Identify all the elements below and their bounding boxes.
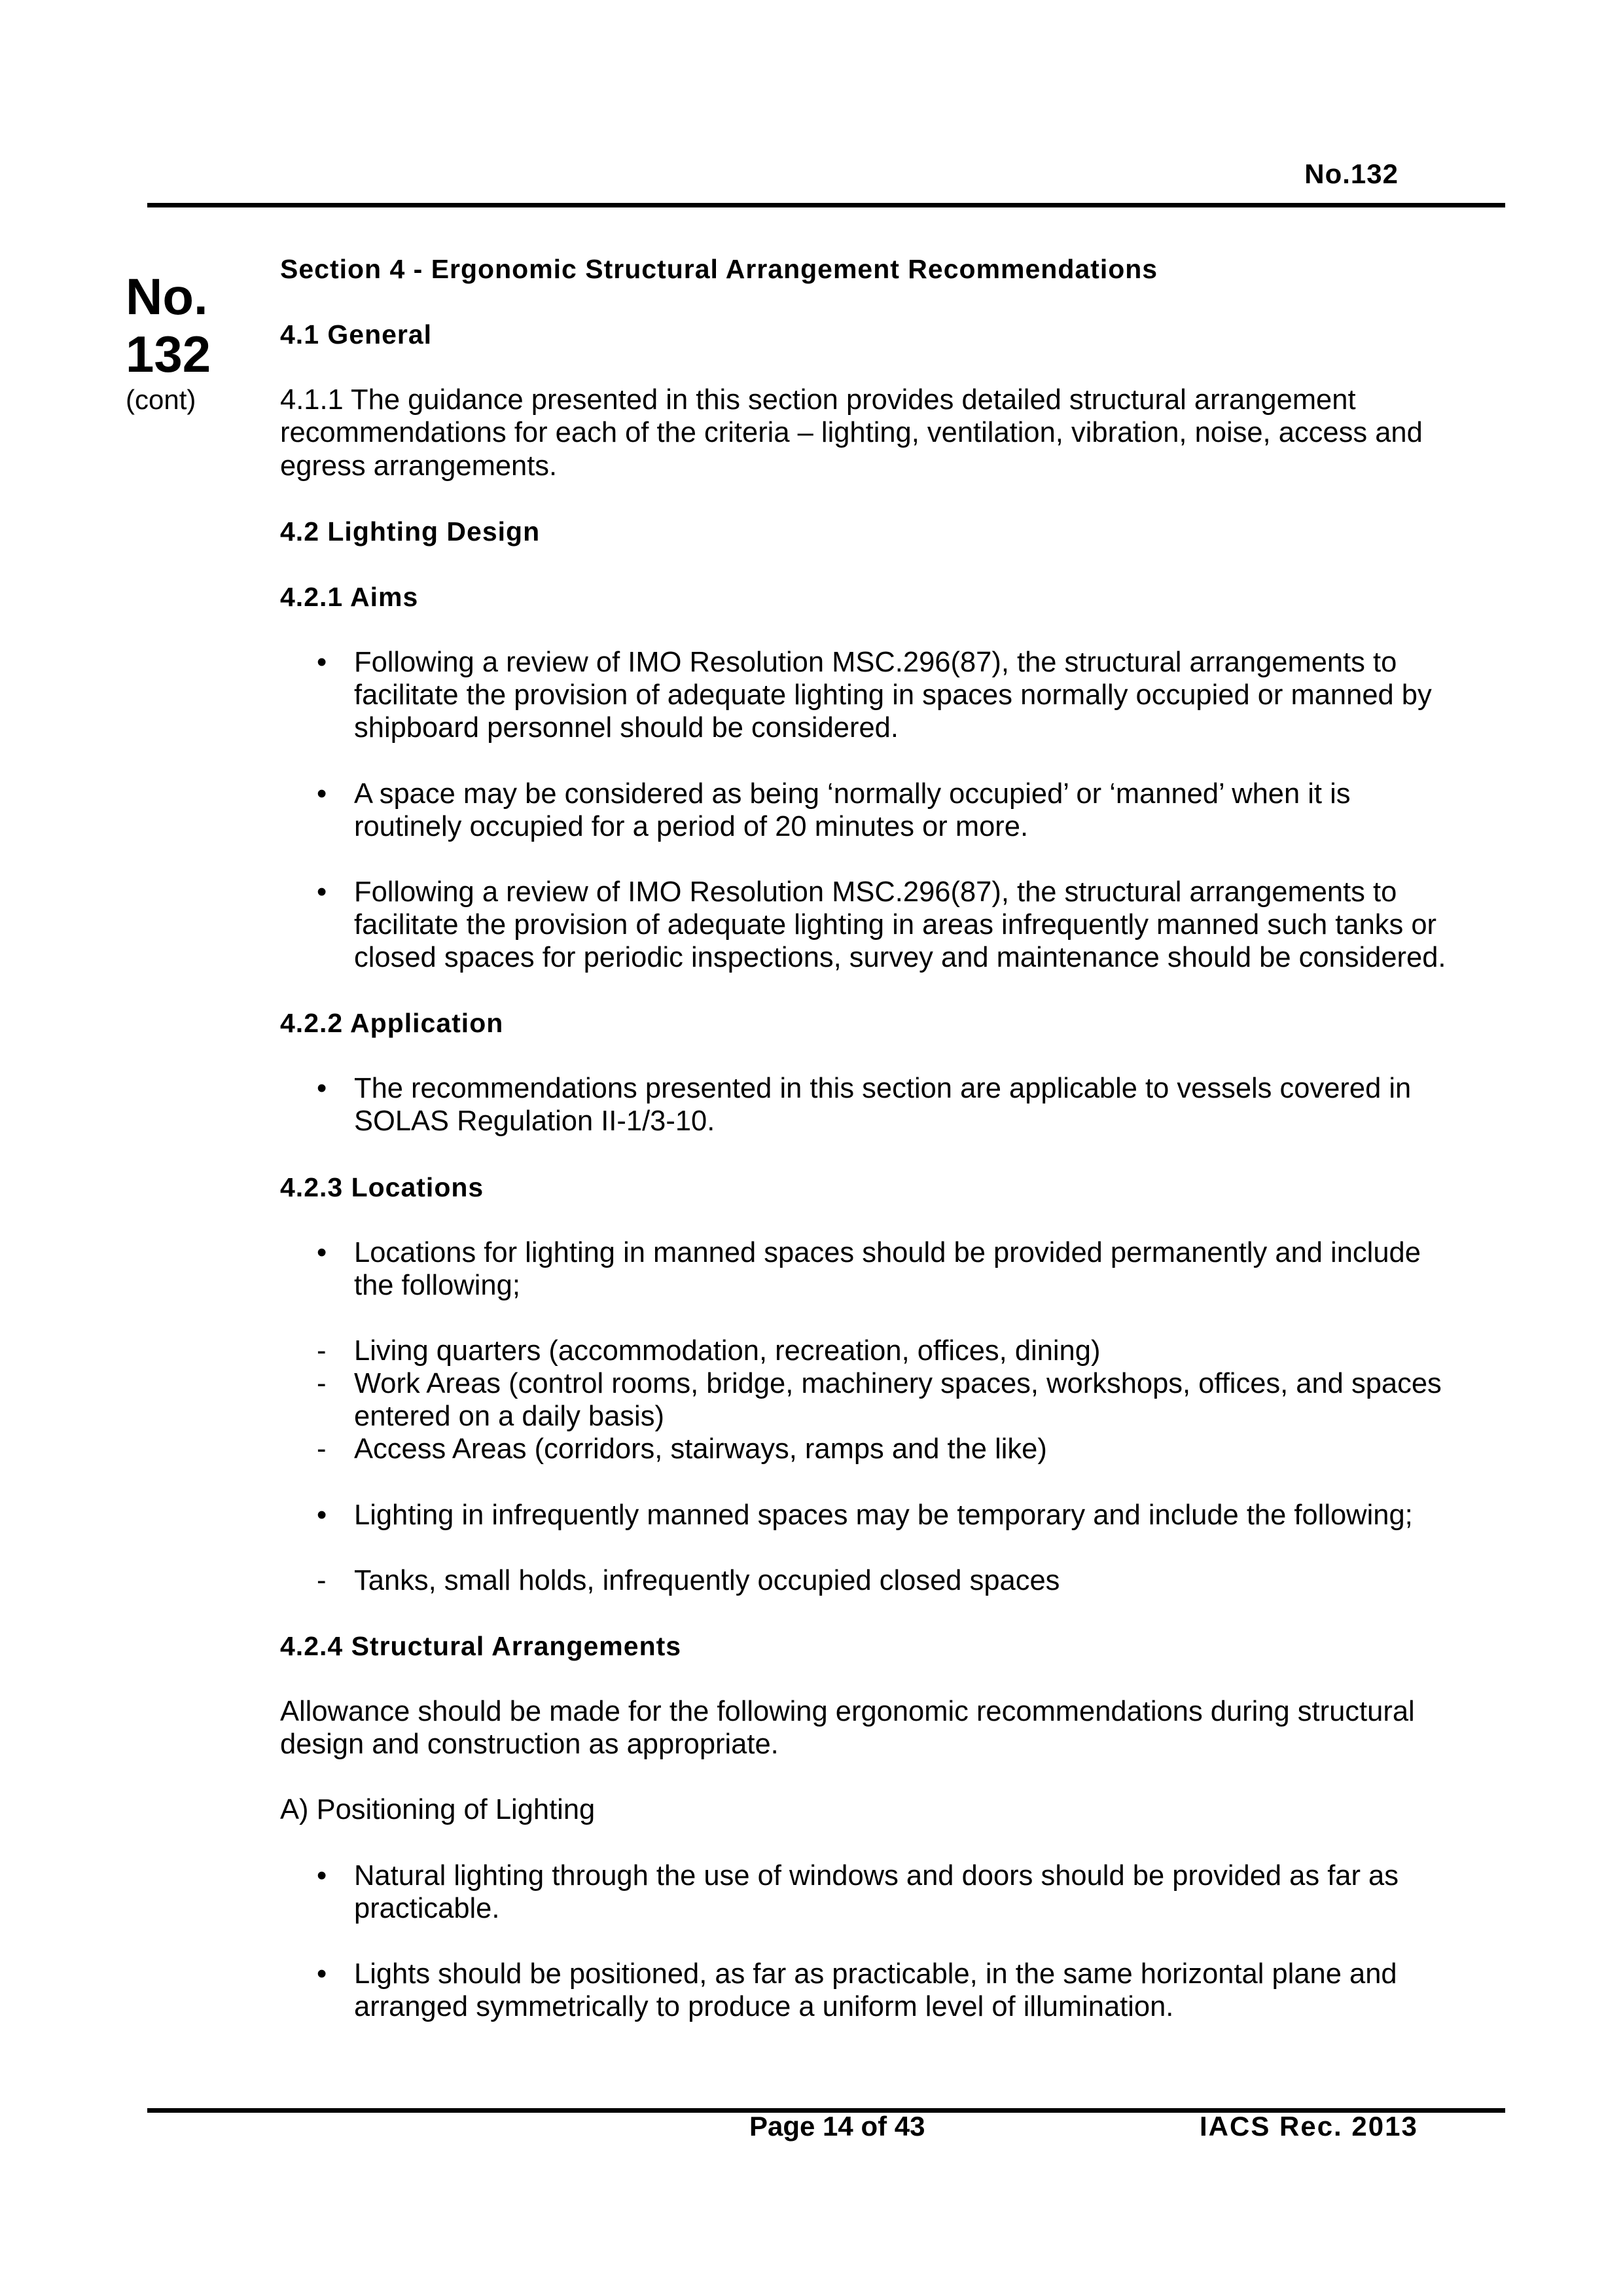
header-doc-number: No.132 (1304, 158, 1399, 189)
margin-label-number: 132 (126, 325, 211, 383)
bullet-text: The recommendations presented in this section are applicable to vessels covered in SOLAS Regulation II-1/3-10. (354, 1073, 1412, 1138)
bullet-text: Natural lighting through the use of windows and doors should be provided as far as practicable. (354, 1859, 1399, 1924)
dash-item (280, 1335, 1504, 1367)
dash-text: Work Areas (control rooms, bridge, machinery spaces, workshops, offices, and spaces entered on a daily basis) (354, 1368, 1442, 1433)
heading-4-2-1: 4.2.1 Aims (280, 581, 419, 612)
dash-marker: - (317, 1564, 327, 1596)
paragraph-4-1-1: 4.1.1 The guidance presented in this section provides detailed structural arrangement recommendations for each of the criteria – lighting, ventilation, vibration, noise, access and egress arrangements. (280, 384, 1423, 482)
bullet-text: Following a review of IMO Resolution MSC.296(87), the structural arrangements to facilitate the provision of adequate lighting in spaces normally occupied or manned by shipboard personnel should be considered. (354, 647, 1432, 744)
margin-label-cont: (cont) (126, 384, 196, 415)
bullet-marker: • (317, 1499, 327, 1531)
bullet-item (280, 1859, 1504, 1925)
bullet-item (280, 1072, 1504, 1138)
margin-label-no: No. (126, 268, 208, 325)
bullet-marker: • (317, 1236, 327, 1268)
bullet-item (280, 646, 1504, 744)
bullet-item (280, 778, 1504, 843)
subheading-positioning-of-lighting: A) Positioning of Lighting (280, 1794, 596, 1826)
dash-marker: - (317, 1368, 327, 1400)
heading-4-2: 4.2 Lighting Design (280, 516, 541, 547)
heading-4-2-4: 4.2.4 Structural Arrangements (280, 1630, 682, 1661)
dash-item (280, 1564, 1504, 1597)
header-rule (147, 203, 1505, 207)
bullet-marker: • (317, 1859, 327, 1892)
margin-label (126, 268, 211, 383)
dash-marker: - (317, 1433, 327, 1465)
paragraph-4-2-4: Allowance should be made for the following ergonomic recommendations during structural design and construction as appropriate. (280, 1696, 1415, 1761)
dash-item (280, 1433, 1504, 1465)
bullet-item (280, 1236, 1504, 1302)
heading-4-2-2: 4.2.2 Application (280, 1008, 504, 1039)
bullet-marker: • (317, 876, 327, 908)
section-title: Section 4 - Ergonomic Structural Arrangement Recommendations (280, 254, 1158, 284)
bullet-marker: • (317, 647, 327, 679)
bullet-marker: • (317, 1073, 327, 1105)
dash-marker: - (317, 1335, 327, 1367)
bullet-text: Locations for lighting in manned spaces should be provided permanently and include the following; (354, 1236, 1421, 1301)
bullet-marker: • (317, 778, 327, 810)
heading-4-2-3: 4.2.3 Locations (280, 1172, 484, 1202)
bullet-text: Following a review of IMO Resolution MSC.296(87), the structural arrangements to facilitate the provision of adequate lighting in areas infrequently manned such tanks or closed spaces for periodic inspections, survey and maintenance should be considered. (354, 876, 1446, 973)
manned-spaces-list (280, 1335, 1504, 1465)
bullet-text: A space may be considered as being ‘normally occupied’ or ‘manned’ when it is routinely occupied for a period of 20 minutes or more. (354, 778, 1351, 842)
bullet-item (280, 1499, 1504, 1532)
heading-4-1: 4.1 General (280, 319, 433, 350)
dash-item (280, 1367, 1504, 1433)
bullet-item (280, 1958, 1504, 2023)
main-content (280, 253, 1504, 2023)
bullet-marker: • (317, 1958, 327, 1990)
dash-text: Living quarters (accommodation, recreation, offices, dining) (354, 1335, 1101, 1367)
bullet-text: Lights should be positioned, as far as practicable, in the same horizontal plane and arranged symmetrically to produce a uniform level of illumination. (354, 1958, 1397, 2022)
bullet-item (280, 876, 1504, 974)
dash-text: Tanks, small holds, infrequently occupied closed spaces (354, 1564, 1060, 1596)
dash-text: Access Areas (corridors, stairways, ramps and the like) (354, 1433, 1047, 1465)
infrequent-spaces-list (280, 1564, 1504, 1597)
footer-page-number: Page 14 of 43 (749, 2111, 925, 2142)
bullet-text: Lighting in infrequently manned spaces may be temporary and include the following; (354, 1499, 1413, 1531)
footer-doc-ref: IACS Rec. 2013 (1200, 2111, 1418, 2142)
